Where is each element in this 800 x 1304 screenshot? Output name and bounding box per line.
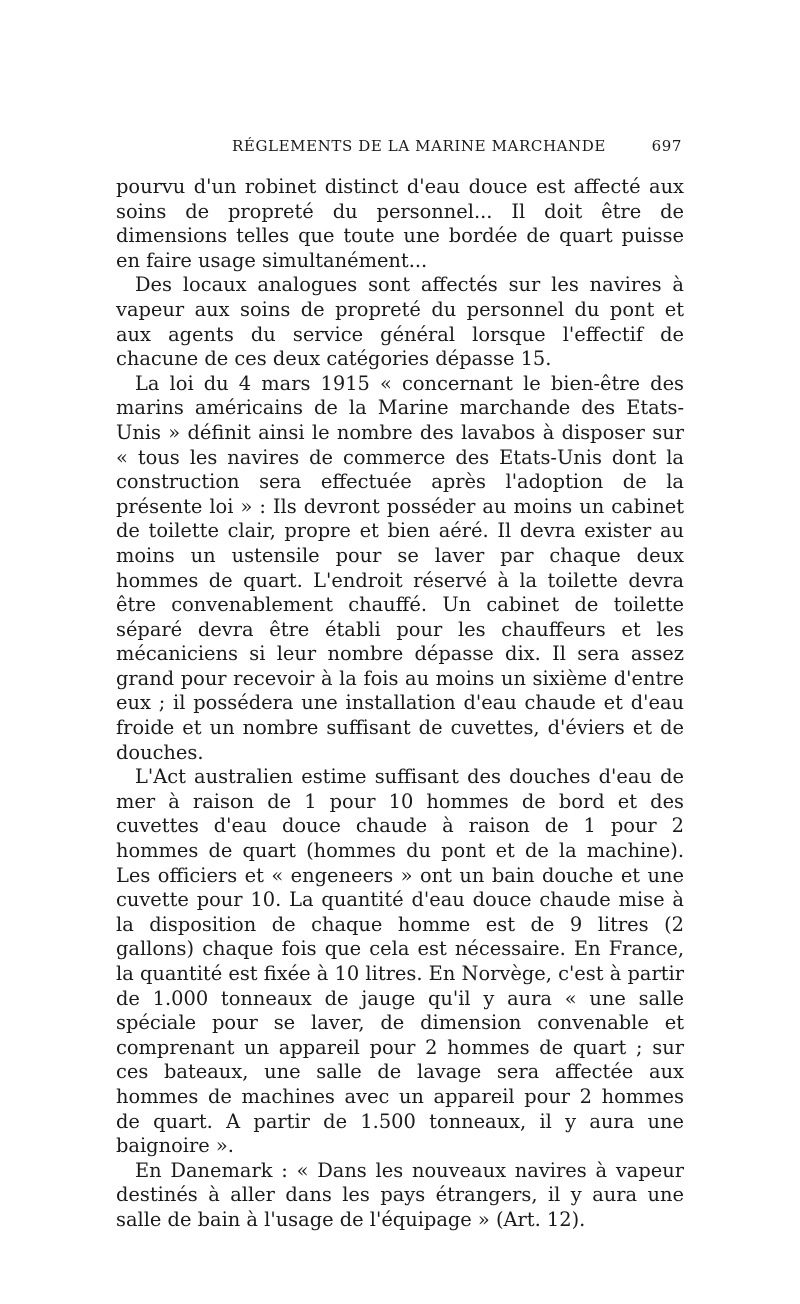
- body-text: [116, 175, 684, 1233]
- page-number: 697: [651, 137, 682, 155]
- paragraph-continuation: pourvu d'un robinet distinct d'eau douce est affecté aux soins de propreté du personnel... Il doit être de dimensions telles que toute une bordée de quart puisse en faire usage simultanément...: [116, 175, 684, 272]
- paragraph-locaux-analogues: Des locaux analogues sont affectés sur les navires à vapeur aux soins de propreté du personnel du pont et aux agents du service général lorsque l'effectif de chacune de ces deux catégories dépasse 15.: [116, 273, 684, 371]
- paragraph-danemark: En Danemark : « Dans les nouveaux navires à vapeur destinés à aller dans les pays étrangers, il y aura une salle de bain à l'usage de l'équipage » (Art. 12).: [116, 1158, 684, 1231]
- running-head: [116, 135, 684, 161]
- paragraph-loi-1915: La loi du 4 mars 1915 « concernant le bien-être des marins américains de la Marine marchande des Etats-Unis » définit ainsi le nombre des lavabos à disposer sur « tous les navires de commerce des Etats-Unis dont la construction sera effectuée après l'adoption de la présente loi » : Ils devront posséder au moins un cabinet de toilette clair, propre et bien aéré. Il devra exister au moins un ustensile pour se laver par chaque deux hommes de quart. L'endroit réservé à la toilette devra être convenablement chauffé. Un cabinet de toilette séparé devra être établi pour les chauffeurs et les mécaniciens si leur nombre dépasse dix. Il sera assez grand pour recevoir à la fois au moins un sixième d'entre eux ; il possédera une installation d'eau chaude et d'eau froide et un nombre suffisant de cuvettes, d'éviers et de douches.: [116, 371, 684, 764]
- paragraph-act-australien: L'Act australien estime suffisant des douches d'eau de mer à raison de 1 pour 10 hommes de bord et des cuvettes d'eau douce chaude à raison de 1 pour 2 hommes de quart (hommes du pont et de la machine). Les officiers et « engeneers » ont un bain douche et une cuvette pour 10. La quantité d'eau douce chaude mise à la disposition de chaque homme est de 9 litres (2 gallons) chaque fois que cela est nécessaire. En France, la quantité est fixée à 10 litres. En Norvège, c'est à partir de 1.000 tonneaux de jauge qu'il y aura « une salle spéciale pour se laver, de dimension convenable et comprenant un appareil pour 2 hommes de quart ; sur ces bateaux, une salle de lavage sera affectée aux hommes de machines avec un appareil pour 2 hommes de quart. A partir de 1.500 tonneaux, il y aura une baignoire ».: [116, 765, 684, 1158]
- running-title: RÉGLEMENTS DE LA MARINE MARCHANDE: [232, 137, 606, 155]
- book-page: [116, 135, 684, 1233]
